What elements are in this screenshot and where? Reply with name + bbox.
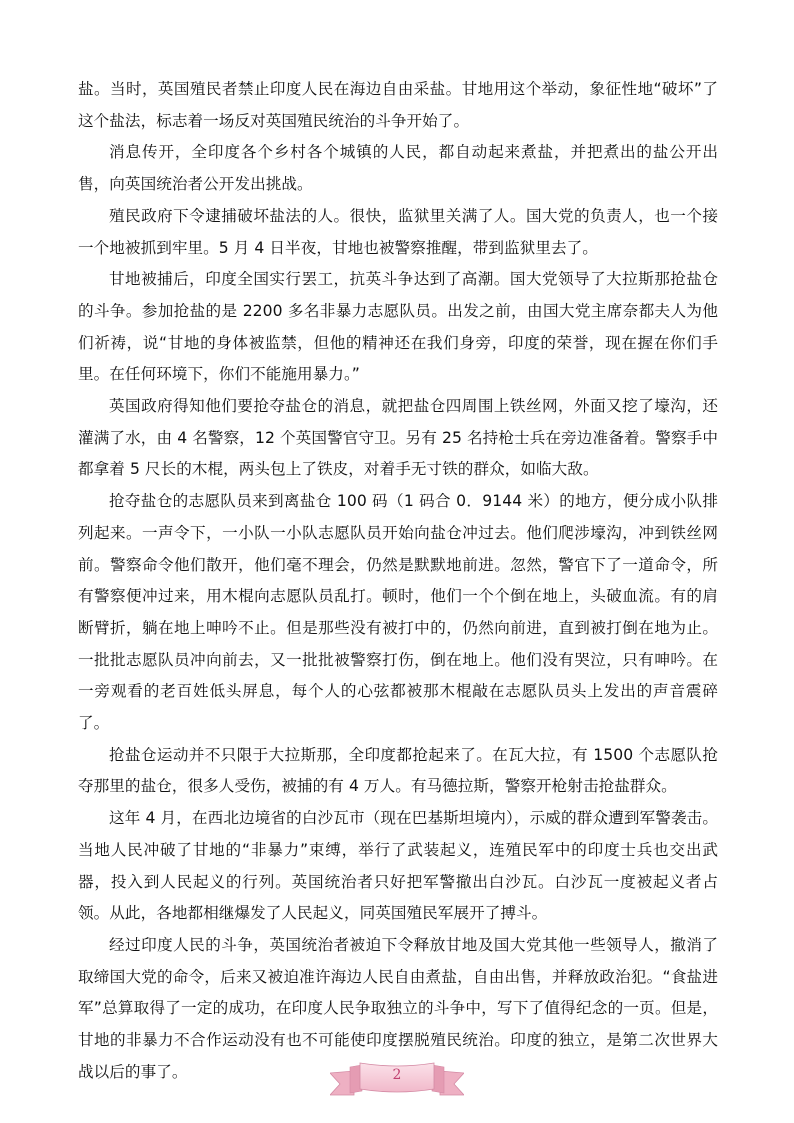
paragraph-8: 这年 4 月，在西北边境省的白沙瓦市（现在巴基斯坦境内），示威的群众遭到军警袭击。当地人民冲破了甘地的“非暴力”束缚，举行了武装起义，连殖民军中的印度士兵也交出武器，投入到人民起义的行列。英国统治者只好把军警撤出白沙瓦。白沙瓦一度被起义者占领。从此，各地都相继爆发了人民起义，同英国殖民军展开了搏斗。 xyxy=(78,809,718,923)
page-footer xyxy=(330,1061,464,1101)
paragraph-6: 抢夺盐仓的志愿队员来到离盐仓 100 码（1 码合 0．9144 米）的地方，便分成小队排列起来。一声令下，一小队一小队志愿队员开始向盐仓冲过去。他们爬涉壕沟，冲到铁丝网前。警察命令他们散开，他们毫不理会，仍然是默默地前进。忽然，警官下了一道命令，所有警察便冲过来，用木棍向志愿队员乱打。顿时，他们一个个倒在地上，头破血流。有的肩断臂折，躺在地上呻吟不止。但是那些没有被打中的，仍然向前进，直到被打倒在地为止。一批批志愿队员冲向前去，又一批批被警察打伤，倒在地上。他们没有哭泣，只有呻吟。在一旁观看的老百姓低头屏息，每个人的心弦都被那木棍敲在志愿队员头上发出的声音震碎了。 xyxy=(78,492,718,733)
paragraph-1: 盐。当时，英国殖民者禁止印度人民在海边自由采盐。甘地用这个举动，象征性地“破坏”了这个盐法，标志着一场反对英国殖民统治的斗争开始了。 xyxy=(78,80,718,130)
page-number: 2 xyxy=(392,1067,402,1083)
paragraph-5: 英国政府得知他们要抢夺盐仓的消息，就把盐仓四周围上铁丝网，外面又挖了壕沟，还灌满了水，由 4 名警察，12 个英国警官守卫。另有 25 名持枪士兵在旁边准备着。警察手中都拿着 5 尺长的木棍，两头包上了铁皮，对着手无寸铁的群众，如临大敌。 xyxy=(78,397,718,479)
document-body xyxy=(78,74,718,1089)
paragraph-7: 抢盐仓运动并不只限于大拉斯那，全印度都抢起来了。在瓦大拉，有 1500 个志愿队抢夺那里的盐仓，很多人受伤，被捕的有 4 万人。有马德拉斯，警察开枪射击抢盐群众。 xyxy=(78,745,718,796)
paragraph-2: 消息传开，全印度各个乡村各个城镇的人民，都自动起来煮盐，并把煮出的盐公开出售，向英国统治者公开发出挑战。 xyxy=(78,143,718,194)
paragraph-9: 经过印度人民的斗争，英国统治者被迫下令释放甘地及国大党其他一些领导人，撤消了取缔国大党的命令，后来又被迫准许海边人民自由煮盐，自由出售，并释放政治犯。“食盐进军”总算取得了一定的成功，在印度人民争取独立的斗争中，写下了值得纪念的一页。但是，甘地的非暴力不合作运动没有也不可能使印度摆脱殖民统治。印度的独立，是第二次世界大战以后的事了。 xyxy=(78,935,718,1081)
paragraph-3: 殖民政府下令逮捕破坏盐法的人。很快，监狱里关满了人。国大党的负责人，也一个接一个地被抓到牢里。5 月 4 日半夜，甘地也被警察推醒，带到监狱里去了。 xyxy=(78,206,718,257)
paragraph-4: 甘地被捕后，印度全国实行罢工，抗英斗争达到了高潮。国大党领导了大拉斯那抢盐仓的斗争。参加抢盐的是 2200 多名非暴力志愿队员。出发之前，由国大党主席奈都夫人为他们祈祷，说“甘地的身体被监禁，但他的精神还在我们身旁，印度的荣誉，现在握在你们手里。在任何环境下，你们不能施用暴力。” xyxy=(78,270,718,384)
